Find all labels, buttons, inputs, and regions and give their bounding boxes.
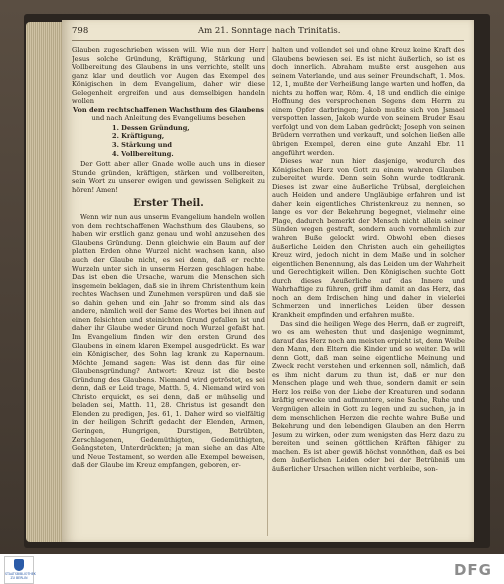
left-paragraph-2: Wenn wir nun aus unserm Evangelium handeln wollen von dem rechtschaffenen Wachsthum des Glaubens, so haben wir erstlich ganz genau und wohl anzusehen des Glaubens Gründung. Denn gleichwie ein Baum auf der platten Erden ohne Wurzel nicht wachsen kann, also auch der Glaube nicht, es sei denn, daß er rechte Wurzeln unter sich in unserm Herzen geschlagen habe. Das ist eben die Ursache, warum die Menschen sich insgemein beklagen, daß sie in ihrem Christenthum kein rechtes Wachsen und Zunehmen verspüren und daß sie so dahin gehen und ein Jahr so fromm sind als das andere, nämlich weil der Same des Wortes bei ihnen auf einen felsichten und steinichten Grund gefallen ist und daher ihr Glaube weder Grund noch Wurzel gefaßt hat. Im Evangelium finden wir den ersten Grund des Glaubens in einem klaren Exempel ausgedrückt. Es war ein Königischer, des Sohn lag krank zu Kapernaum. Möchte Jemand sagen: Was ist denn das für eine Glaubensgründung? Antwort: Kreuz ist die beste Gründung des Glaubens. Niemand wird getröstet, es sei denn, daß er Leid trage, Matth. 5, 4. Niemand wird von Christo erquickt, es sei denn, daß er mühselig und beladen sei, Matth. 11, 28. Christus ist gesandt den Elenden zu predigen, Jes. 61, 1. Daher wird so vielfältig in der heiligen Schrift gedacht der Elenden, Armen, Geringen, Hungrigen, Durstigen, Betrübten, Zerschlagenen, Gedemüthigten, Gedemüthigten, Geängsteten, Unterdrückten; ja man siehe an das Alte und Neue Testament, so werden alle Exempel beweisen, daß der Glaube im Kreuz empfangen, geboren, er- bbox=[72, 213, 265, 470]
running-title: Am 21. Sonntage nach Trinitatis. bbox=[198, 26, 341, 36]
sermon-topic-line-2: und nach Anleitung des Evangeliums besehen bbox=[91, 114, 246, 123]
right-column bbox=[272, 46, 465, 536]
prayer-paragraph: Der Gott aber aller Gnade wolle auch uns in dieser Stunde gründen, kräftigen, stärken und vollbereiten, sein Wort zu unserer ewigen und gewissen Seligkeit zu hören! Amen! bbox=[72, 160, 265, 194]
outline-item: 4. Vollbereitung. bbox=[112, 149, 174, 158]
sermon-outline-list bbox=[72, 124, 265, 158]
outline-item: 1. Dessen Gründung, bbox=[112, 123, 190, 132]
library-logo[interactable] bbox=[4, 556, 34, 584]
outline-item: 2. Kräftigung, bbox=[112, 132, 165, 141]
right-paragraph-2: Dieses war nun hier dasjenige, wodurch des Königischen Herz von Gott zu einem wahren Glauben zubereitet wurde. Denn sein Sohn wurde todtkrank. Dieses ist zwar eine äußerliche Trübsal, dergleichen auch Heiden und andere Ungläubige erfahren und ist daher kein eigentliches Christenkreuz zu nennen, so lange es vor der Bekehrung begegnet, vielmehr eine Plage, dadurch bemerkt der Mensch nicht allein seiner Sünden wegen gestraft, sondern auch vornehmlich zur wahren Buße gelockt wird. Obwohl eben dieses äußerliche Leiden den Christen auch ein geheiligtes Kreuz wird, jedoch nicht in dem Maße und in solcher eigentlichen Benennung, als das Leiden um der Wahrheit und Gerechtigkeit willen. Den Königischen suchte Gott durch dieses Aeußerliche auf das Innere und Wahrhaftige zu führen, griff ihm damit an das Herz, das noch an dem Irdischen hing und daher in vielerlei Schmerzen und innerliches Leiden über dessen Krankheit empfinden und erfahren mußte. bbox=[272, 157, 465, 319]
footer-band bbox=[0, 554, 504, 584]
left-column bbox=[72, 46, 265, 536]
right-paragraph-3: Das sind die heiligen Wege des Herrn, daß er zugreift, wo es am wehesten thut und dasjenige wegnimmt, darauf das Herz noch am meisten erpicht ist, denn Weibe den Mann, den Eltern die Kinder und so weiter. Da will denn Gott, daß man seine eigentliche Meinung und Zweck recht verstehen und erkennen soll, nämlich, daß es ihm nicht darum zu thun ist, daß er nur den Menschen plage und weh thue, sondern damit er sein Herz los reiße von der Liebe der Kreaturen und sodann kräftig erwecke und aufmuntere, seine Sache, Ruhe und Vergnügen allein in Gott zu legen und zu suchen, ja in dem menschlichen Herzen die rechte wahre Buße und Bekehrung und den lebendigen Glauben an den Herrn Jesum zu wirken, oder zum wenigsten das Herz dazu zu bereiten und seinen göttlichen Kräften fähiger zu machen. Es ist aber gewiß höchst vonnöthen, daß es bei dem äußerlichen Leiden oder bei der Betrübniß um äußerlicher Ursachen willen nicht verbleibe, son- bbox=[272, 319, 465, 473]
page-number: 798 bbox=[72, 26, 89, 36]
right-paragraph-1: halten und vollendet sei und ohne Kreuz keine Kraft des Glaubens bewiesen sei. Es ist nicht äußerlich, so ist es doch innerlich. Abraham mußte erst ausgehen aus seinem Vaterlande, und aus seiner Freundschaft, 1. Mos. 12, 1, mußte der Verheißung lange warten und hoffen, da nichts zu hoffen war, Röm. 4, 18 und endlich die einige Hoffnung des versprochenen Segens dem Herrn zu einem Opfer darbringen; Jakob mußte sich von Jsmael verspotten lassen, Jakob wurde von seinem Bruder Esau verfolgt und von dem Laban gedrückt; Joseph von seinen Brüdern verrathen und verkauft, und solchen ließen alle übrigen Exempel, deren eine gute Anzahl Ebr. 11 angeführt werden. bbox=[272, 46, 465, 157]
outline-item: 3. Stärkung und bbox=[112, 141, 172, 150]
book-page bbox=[62, 20, 474, 542]
column-divider bbox=[267, 46, 268, 536]
library-emblem-icon bbox=[14, 559, 24, 571]
left-paragraph-1: Glauben zugeschrieben wissen will. Wie nun der Herr Jesus solche Gründung, Kräftigung, Stärkung und Vollbereitung des Glaubens in uns verrichte, stellt uns ganz klar und deutlich vor Augen das Exempel des Königischen in dem Evangelium, daher wir diese Gelegenheit ergreifen und aus demselbigen handeln wollen bbox=[72, 46, 265, 106]
header-rule bbox=[72, 40, 464, 41]
dfg-logo[interactable]: DFG bbox=[453, 561, 492, 579]
section-title: Erster Theil. bbox=[133, 198, 204, 210]
library-logo-text: STAATSBIBLIOTHEK ZU BERLIN bbox=[5, 572, 36, 580]
sermon-topic-line-1: Von dem rechtschaffenen Wachsthum des Glaubens bbox=[73, 105, 264, 114]
book-page-edges bbox=[26, 22, 66, 542]
